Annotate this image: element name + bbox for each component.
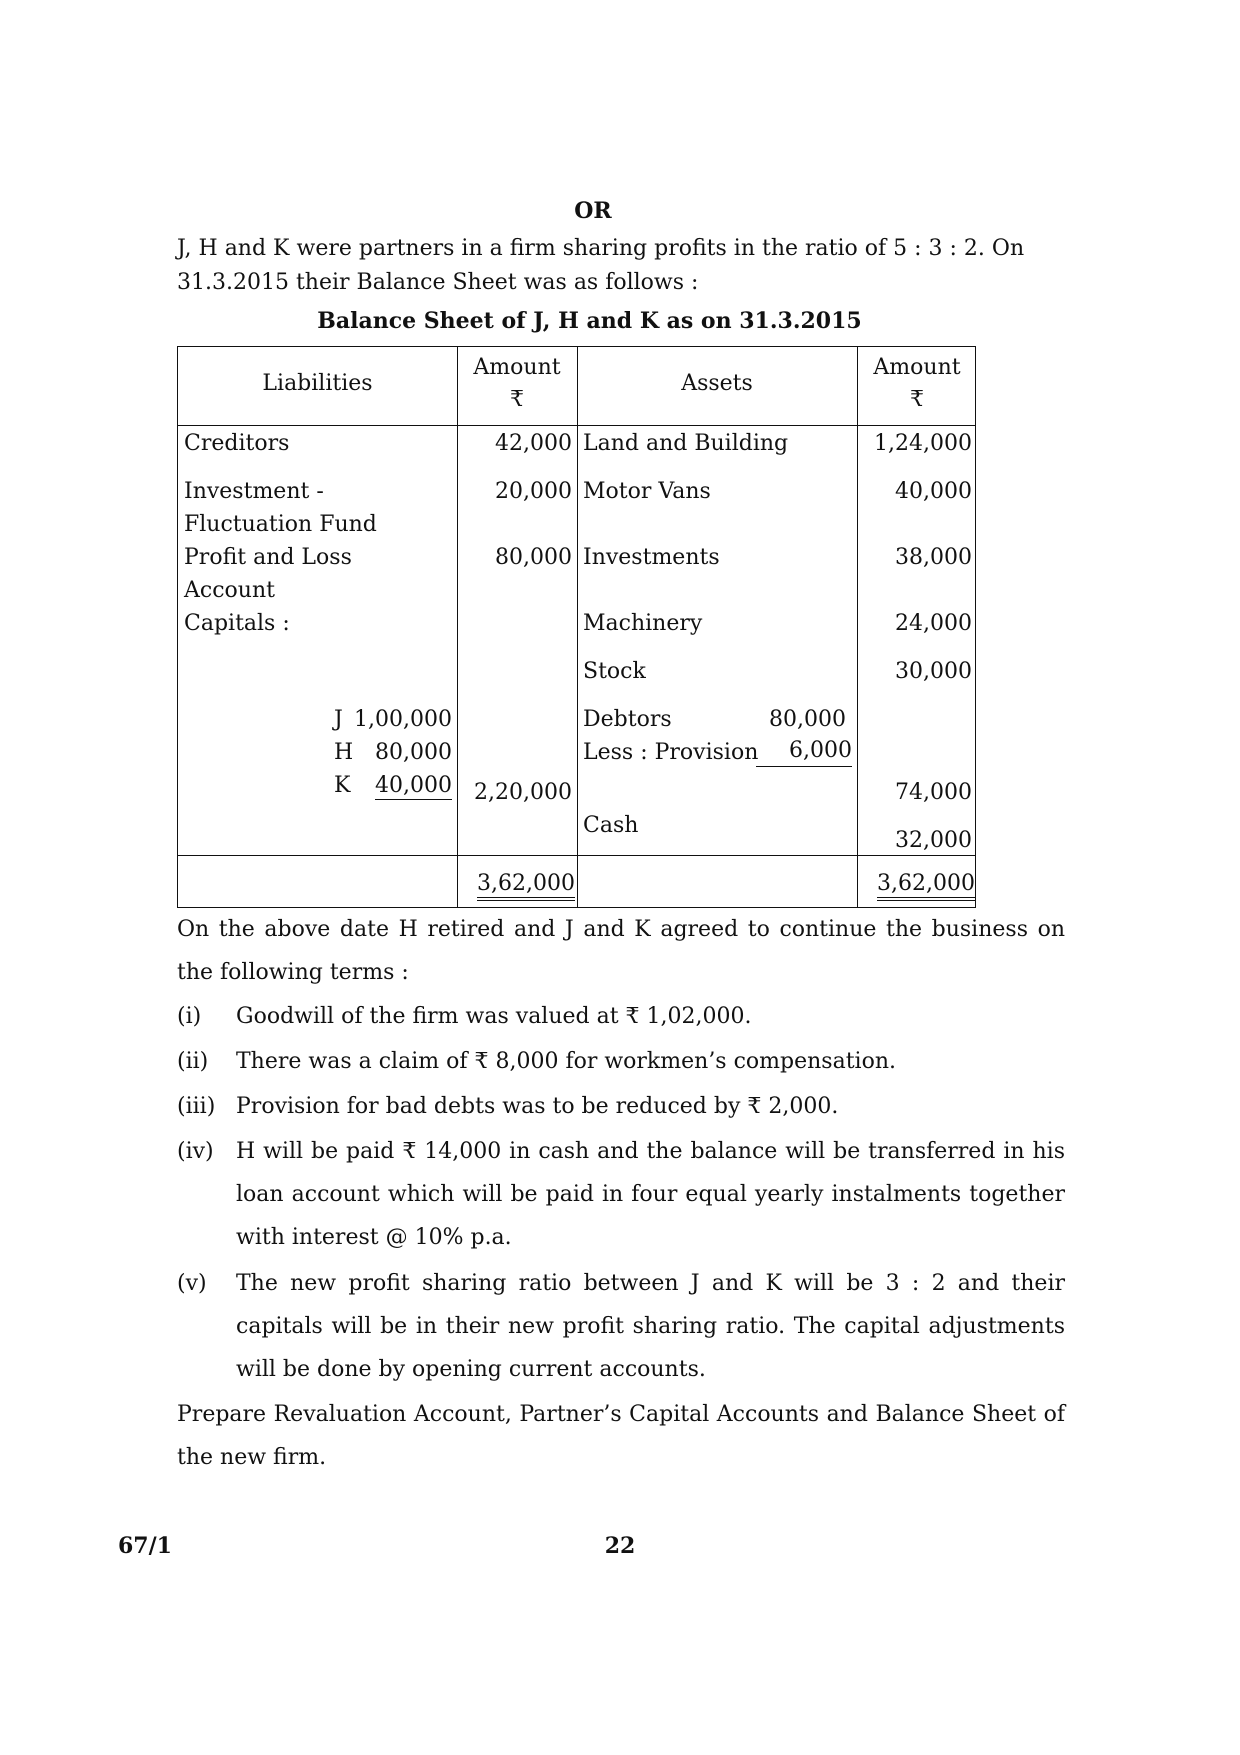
balance-sheet-table xyxy=(177,346,976,908)
asset-debtors: Debtors xyxy=(583,707,672,732)
asset-motor-vans: Motor Vans xyxy=(583,479,711,504)
liability-profit-loss: Account xyxy=(184,578,275,603)
amount-cash: 32,000 xyxy=(895,828,972,853)
amount-motor-vans: 40,000 xyxy=(895,479,972,504)
amount-land-building: 1,24,000 xyxy=(874,431,972,456)
amount-machinery: 24,000 xyxy=(895,611,972,636)
debtors-less-provision: Less : Provision xyxy=(583,740,759,765)
column-divider xyxy=(577,347,578,907)
header-amount: Amount xyxy=(473,355,561,380)
paper-code: 67/1 xyxy=(118,1533,172,1559)
partner-name: H xyxy=(334,740,354,765)
amount-stock: 30,000 xyxy=(895,659,972,684)
intro-line: 31.3.2015 their Balance Sheet was as follows : xyxy=(177,270,699,295)
page-number: 22 xyxy=(604,1533,636,1559)
partner-capital-wrap xyxy=(328,769,452,803)
amount-investment-fluctuation: 20,000 xyxy=(495,479,572,504)
amount-creditors: 42,000 xyxy=(495,431,572,456)
debtors-gross: 80,000 xyxy=(769,707,846,732)
liability-investment-fluctuation: Investment - xyxy=(184,479,324,504)
asset-cash: Cash xyxy=(583,813,639,838)
term-number: (ii) xyxy=(177,1049,209,1074)
partner-capital: 80,000 xyxy=(375,740,452,765)
liability-investment-fluctuation: Fluctuation Fund xyxy=(184,512,377,537)
partner-name: J xyxy=(334,707,343,732)
amount-capitals-total: 2,20,000 xyxy=(474,780,572,805)
liability-capitals: Capitals : xyxy=(184,611,290,636)
partner-capital: 1,00,000 xyxy=(354,707,452,732)
term-text: The new profit sharing ratio between J and K will be 3 : 2 and their capitals will be in their new profit sharing ratio. The capital adjustments will be done by opening current accounts. xyxy=(236,1271,1065,1382)
total-divider xyxy=(178,855,975,856)
term-number: (iii) xyxy=(177,1094,216,1119)
asset-land-building: Land and Building xyxy=(583,431,789,456)
amount-profit-loss: 80,000 xyxy=(495,545,572,570)
amount-debtors-net: 74,000 xyxy=(895,780,972,805)
term-number: (i) xyxy=(177,1004,202,1029)
header-assets: Assets xyxy=(681,371,753,396)
term-number: (v) xyxy=(177,1271,207,1296)
terms-intro: On the above date H retired and J and K agreed to continue the business on the following terms : xyxy=(177,917,1065,985)
total-liabilities: 3,62,000 xyxy=(477,871,575,901)
term-number: (iv) xyxy=(177,1139,214,1164)
term-text: H will be paid ₹ 14,000 in cash and the balance will be transferred in his loan account which will be paid in four equal yearly instalments together with interest @ 10% p.a. xyxy=(236,1139,1065,1250)
balance-sheet-title: Balance Sheet of J, H and K as on 31.3.2015 xyxy=(317,308,862,334)
header-amount: Amount xyxy=(873,355,961,380)
asset-stock: Stock xyxy=(583,659,646,684)
asset-machinery: Machinery xyxy=(583,611,703,636)
currency-symbol: ₹ xyxy=(510,387,524,412)
term-text: Goodwill of the firm was valued at ₹ 1,02,000. xyxy=(236,1004,752,1029)
amount-investments: 38,000 xyxy=(895,545,972,570)
partner-name: K xyxy=(334,773,351,798)
total-assets-wrap xyxy=(857,867,975,901)
intro-line: J, H and K were partners in a firm sharing profits in the ratio of 5 : 3 : 2. On xyxy=(177,236,1025,261)
currency-symbol: ₹ xyxy=(910,387,924,412)
liability-creditors: Creditors xyxy=(184,431,290,456)
intro-paragraph xyxy=(177,232,1065,300)
provision-amount: 6,000 xyxy=(756,736,852,767)
total-liabilities-wrap xyxy=(457,867,575,901)
header-divider xyxy=(178,425,975,426)
term-text: Provision for bad debts was to be reduced by ₹ 2,000. xyxy=(236,1094,839,1119)
partner-capital: 40,000 xyxy=(375,773,452,798)
or-heading: OR xyxy=(574,198,612,224)
term-text: There was a claim of ₹ 8,000 for workmen’s compensation. xyxy=(236,1049,896,1074)
asset-investments: Investments xyxy=(583,545,720,570)
instruction: Prepare Revaluation Account, Partner’s Capital Accounts and Balance Sheet of the new firm. xyxy=(177,1402,1065,1470)
header-liabilities: Liabilities xyxy=(262,371,373,396)
liability-profit-loss: Profit and Loss xyxy=(184,545,352,570)
total-assets: 3,62,000 xyxy=(877,871,975,901)
